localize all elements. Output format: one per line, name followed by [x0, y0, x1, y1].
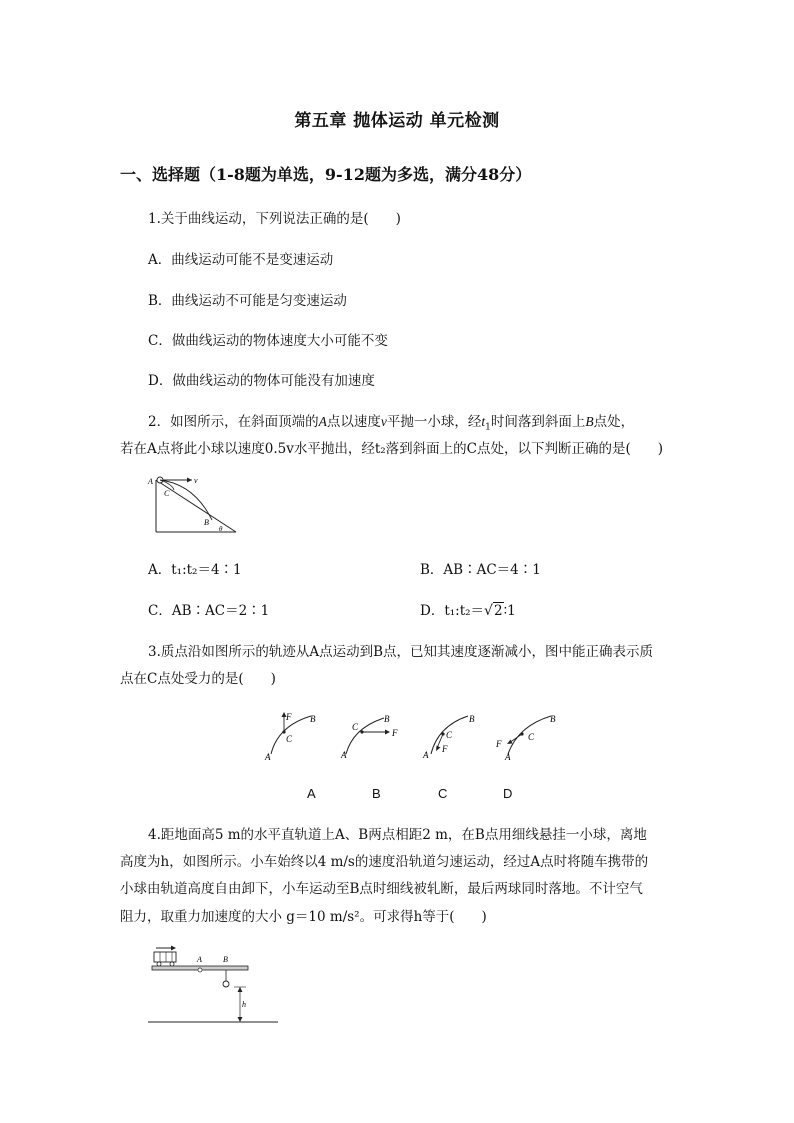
q3-caption-c: C	[438, 786, 448, 801]
q4-stem-line1: 4.距地面高5 m的水平直轨道上A、B两点相距2 m，在B点用细线悬挂一小球，离地	[148, 827, 647, 843]
q3-figure-c	[422, 714, 475, 760]
svg-text:B: B	[550, 714, 556, 724]
fig-label-b: B	[204, 518, 209, 527]
q1-stem: 1.关于曲线运动，下列说法正确的是( )	[148, 211, 401, 227]
q3-caption-a: A	[307, 786, 316, 801]
q3-stem-line2: 点在C点处受力的是( )	[120, 671, 276, 687]
q3-caption-d: D	[503, 786, 513, 801]
q1-option-b: B．曲线运动不可能是匀变速运动	[148, 293, 347, 309]
svg-text:F: F	[442, 744, 448, 754]
fig-label-c: C	[164, 489, 170, 498]
fig-label-theta: θ	[219, 525, 223, 533]
fig-label-a: A	[148, 477, 153, 486]
svg-text:C: C	[528, 732, 535, 742]
svg-text:A: A	[265, 752, 271, 762]
svg-text:C: C	[446, 730, 453, 740]
q3-caption-b: B	[372, 786, 381, 801]
fig-label-b: B	[223, 955, 228, 964]
q2-stem-line2: 若在A点将此小球以速度0.5v水平抛出，经t₂落到斜面上的C点处，以下判断正确的是( )	[120, 441, 664, 457]
svg-text:C: C	[286, 734, 293, 744]
q3-figure-d	[495, 714, 556, 762]
q4-stem-line4: 阻力，取重力加速度的大小 g＝10 m/s²。可求得h等于( )	[120, 909, 487, 925]
q2-option-c: C．AB∶AC＝2∶1	[148, 603, 270, 619]
svg-text:F: F	[496, 739, 502, 749]
q4-stem-line3: 小球由轨道高度自由卸下，小车运动至B点时细线被轧断，最后两球同时落地。不计空气	[120, 881, 643, 897]
fig-label-v: v	[194, 476, 198, 485]
q2-incline-figure	[146, 474, 242, 538]
q3-stem-line1: 3.质点沿如图所示的轨迹从A点运动到B点，已知其速度逐渐减小，图中能正确表示质	[148, 644, 654, 660]
q1-option-d: D．做曲线运动的物体可能没有加速度	[148, 373, 375, 389]
section-heading: 一、选择题（1-8题为单选，9-12题为多选，满分48分）	[120, 165, 532, 184]
svg-text:C: C	[352, 722, 359, 732]
svg-text:F: F	[286, 712, 292, 722]
q3-figure-a	[264, 712, 316, 762]
svg-text:A: A	[423, 750, 429, 760]
q3-figure-b	[340, 714, 398, 760]
q2-stem-line1: 2．如图所示，在斜面顶端的A点以速度v平抛一小球，经$t_1$时间落到斜面上B点处，	[148, 414, 635, 433]
svg-text:F: F	[392, 728, 398, 738]
q2-option-b: B．AB∶AC＝4∶1	[420, 562, 541, 578]
page-title: 第五章 抛体运动 单元检测	[294, 111, 500, 131]
fig-label-a: A	[197, 955, 202, 964]
q3-force-figures	[256, 706, 566, 766]
q4-stem-line2: 高度为h，如图所示。小车始终以4 m/s的速度沿轨道匀速运动，经过A点时将随车携带的	[120, 854, 649, 870]
svg-text:B: B	[384, 714, 390, 724]
svg-text:A: A	[341, 750, 347, 760]
fig-label-h: h	[242, 1000, 246, 1009]
car-icon	[154, 952, 176, 962]
sqrt-symbol: √2	[484, 603, 503, 619]
q4-track-figure	[146, 944, 282, 1028]
q1-option-a: A．曲线运动可能不是变速运动	[148, 252, 334, 268]
svg-text:B: B	[469, 714, 475, 724]
svg-text:B: B	[310, 714, 316, 724]
svg-text:A: A	[505, 752, 511, 762]
q2-option-d: D．t₁:t₂＝√2∶1	[420, 603, 516, 619]
q1-option-c: C．做曲线运动的物体速度大小可能不变	[148, 333, 388, 349]
q2-option-a: A．t₁:t₂＝4∶1	[148, 562, 242, 578]
